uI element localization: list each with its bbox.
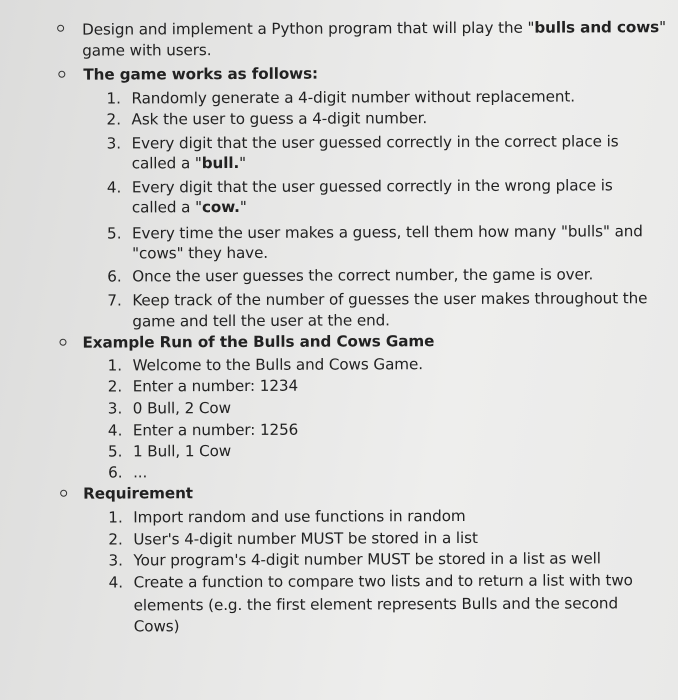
intro-line-1: Design and implement a Python program that will play the "bulls and cows" xyxy=(82,18,667,39)
rule-text: "cows" they have. xyxy=(132,243,269,263)
rule-number: 4. xyxy=(106,178,122,197)
rule-text: Every digit that the user guessed correctly in the correct place is xyxy=(131,132,619,153)
example-number: 3. xyxy=(107,399,123,418)
example-text: 0 Bull, 2 Cow xyxy=(132,398,231,418)
rule-text: Once the user guesses the correct number, the game is over. xyxy=(132,265,594,286)
requirement-heading: Requirement xyxy=(83,484,193,503)
example-number: 5. xyxy=(107,442,123,461)
example-text: 1 Bull, 1 Cow xyxy=(132,441,232,461)
example-number: 2. xyxy=(107,377,123,396)
requirement-text: elements (e.g. the first element represents Bulls and the second xyxy=(133,594,619,615)
rule-number: 5. xyxy=(106,224,122,243)
requirement-text: Create a function to compare two lists and to return a list with two xyxy=(133,571,633,592)
rule-text: Keep track of the number of guesses the user makes throughout the xyxy=(132,289,648,310)
rule-number: 3. xyxy=(106,134,122,153)
requirement-text: Cows) xyxy=(133,617,180,636)
intro-line-2: game with users. xyxy=(82,41,212,60)
bullet-icon xyxy=(60,490,67,497)
rule-text: called a "cow." xyxy=(131,197,247,217)
requirement-number: 3. xyxy=(108,551,123,570)
bullet-icon xyxy=(59,339,66,346)
requirement-number: 4. xyxy=(108,573,124,592)
example-number: 1. xyxy=(107,356,123,375)
rule-number: 2. xyxy=(106,110,122,129)
rule-text: game and tell the user at the end. xyxy=(132,311,390,331)
example-number: 6. xyxy=(108,463,123,482)
bullet-icon xyxy=(57,25,64,32)
requirement-number: 2. xyxy=(108,530,123,549)
rule-text: called a "bull." xyxy=(131,153,247,173)
rule-text: Every time the user makes a guess, tell them how many "bulls" and xyxy=(131,222,643,243)
requirement-text: User's 4-digit number MUST be stored in a list xyxy=(133,528,478,549)
requirement-number: 1. xyxy=(108,508,123,527)
rule-text: Randomly generate a 4-digit number without replacement. xyxy=(131,87,575,108)
rule-text: Ask the user to guess a 4-digit number. xyxy=(131,109,428,129)
requirement-text: Import random and use functions in random xyxy=(133,506,466,527)
example-text: Enter a number: 1256 xyxy=(132,420,299,440)
rule-number: 7. xyxy=(107,291,122,310)
rule-text: Every digit that the user guessed correctly in the wrong place is xyxy=(131,176,613,197)
example-text: ... xyxy=(133,463,148,482)
rule-number: 6. xyxy=(107,267,122,286)
rule-number: 1. xyxy=(106,89,121,108)
rules-heading: The game works as follows: xyxy=(83,64,319,84)
example-number: 4. xyxy=(107,421,123,440)
requirement-text: Your program's 4-digit number MUST be stored in a list as well xyxy=(133,549,601,570)
example-text: Welcome to the Bulls and Cows Game. xyxy=(132,355,423,375)
bullet-icon xyxy=(58,71,65,78)
example-text: Enter a number: 1234 xyxy=(132,376,299,396)
example-heading: Example Run of the Bulls and Cows Game xyxy=(82,332,435,352)
